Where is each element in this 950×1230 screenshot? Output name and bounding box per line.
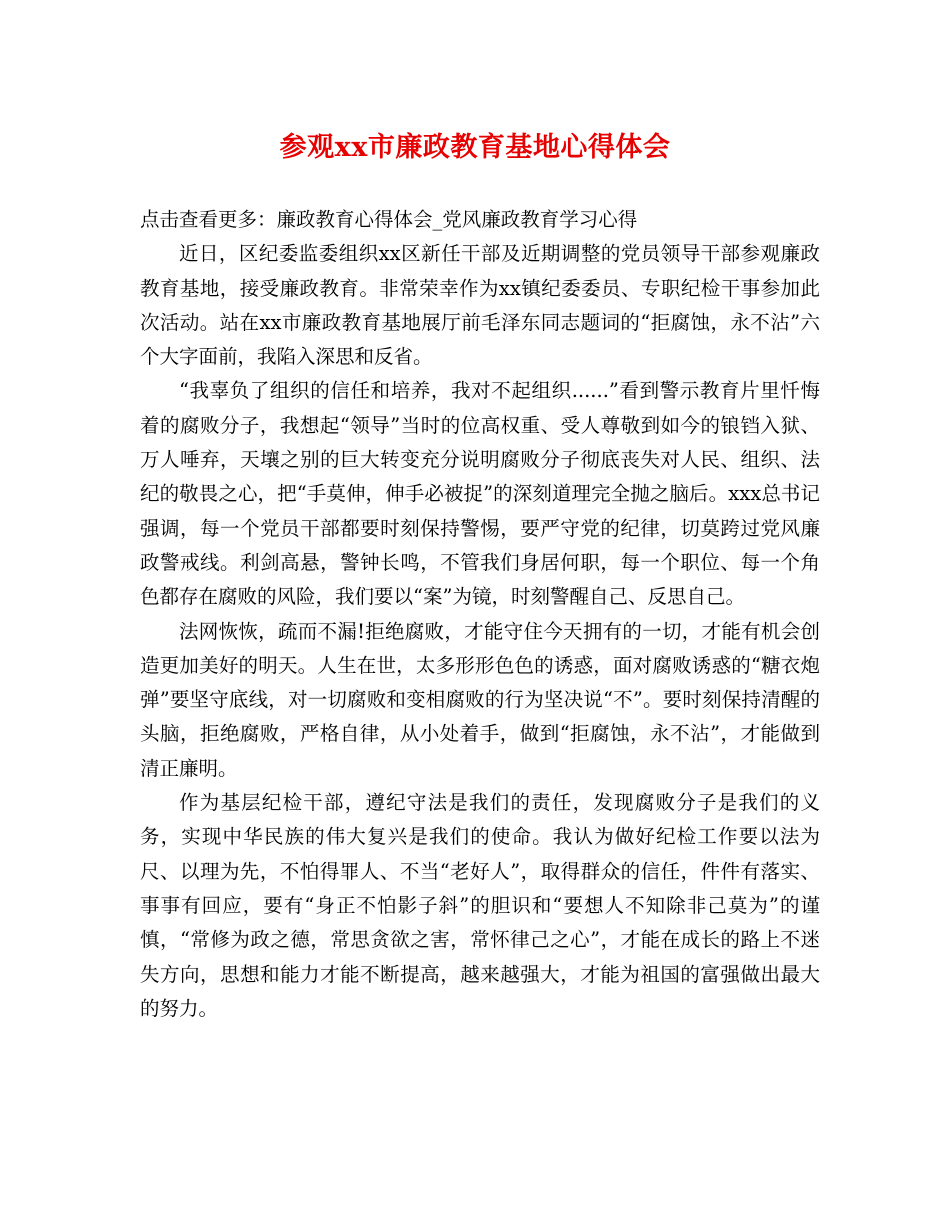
paragraph-warning-education: “我辜负了组织的信任和培养，我对不起组织......”看到警示教育片里忏悔着的腐败分子，我想起“领导”当时的位高权重、受人尊敬到如今的锒铛入狱、万人唾弃，天壤之别的巨大转变充分说明腐败分子彻底丧失对人民、组织、法纪的敬畏之心，把“手莫伸，伸手必被捉”的深刻道理完全抛之脑后。xxx总书记强调，每一个党员干部都要时刻保持警惕，要严守党的纪律，切莫跨过党风廉政警戒线。利剑高悬，警钟长鸣，不管我们身居何职，每一个职位、每一个角色都存在腐败的风险，我们要以“案”为镜，时刻警醒自己、反思自己。: [140, 379, 820, 609]
document-body: [140, 203, 820, 1026]
paragraph-intro: 近日，区纪委监委组织xx区新任干部及近期调整的党员领导干部参观廉政教育基地，接受廉政教育。非常荣幸作为xx镇纪委委员、专职纪检干事参加此次活动。站在xx市廉政教育基地展厅前毛泽东同志题词的“拒腐蚀，永不沾”六个大字面前，我陷入深思和反省。: [140, 242, 820, 369]
see-more-line: 点击查看更多：廉政教育心得体会_党风廉政教育学习心得: [140, 208, 638, 231]
document-title: 参观xx市廉政教育基地心得体会: [279, 132, 671, 163]
paragraph-discipline-inspector: 作为基层纪检干部，遵纪守法是我们的责任，发现腐败分子是我们的义务，实现中华民族的伟大复兴是我们的使命。我认为做好纪检工作要以法为尺、以理为先，不怕得罪人、不当“老好人”，取得群众的信任，件件有落实、事事有回应，要有“身正不怕影子斜”的胆识和“要想人不知除非己莫为”的谨慎，“常修为政之德，常思贪欲之害，常怀律己之心”，才能在成长的路上不迷失方向，思想和能力才能不断提高，越来越强大，才能为祖国的富强做出最大的努力。: [140, 791, 820, 1020]
paragraph-reject-corruption: 法网恢恢，疏而不漏!拒绝腐败，才能守住今天拥有的一切，才能有机会创造更加美好的明天。人生在世，太多形形色色的诱惑，面对腐败诱惑的“糖衣炮弹”要坚守底线，对一切腐败和变相腐败的行为坚决说“不”。要时刻保持清醒的头脑，拒绝腐败，严格自律，从小处着手，做到“拒腐蚀，永不沾”，才能做到清正廉明。: [140, 619, 820, 780]
